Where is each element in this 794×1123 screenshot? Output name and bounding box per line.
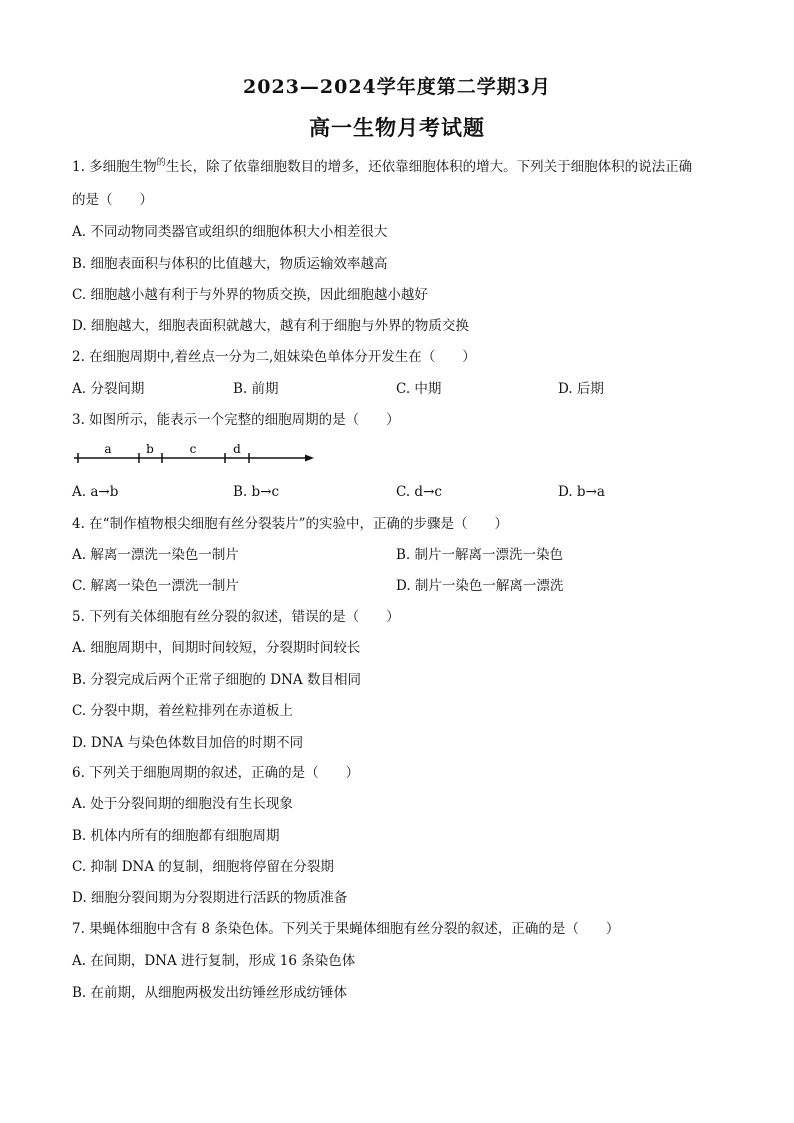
q6-option-d: D. 细胞分裂间期为分裂期进行活跃的物质准备 (72, 890, 348, 906)
exam-title-subject: 高一生物月考试题 (309, 115, 485, 140)
q4-option-c: C. 解离一染色一漂洗一制片 (72, 578, 239, 594)
q3-option-b: B. b→c (233, 484, 280, 500)
q4-option-d: D. 制片一染色一解离一漂洗 (396, 578, 564, 594)
q3-option-c: C. d→c (396, 484, 442, 500)
q1-stem-continued: 的是（ ） (72, 192, 153, 208)
q4-option-b: B. 制片一解离一漂洗一染色 (396, 547, 564, 563)
q6-option-c: C. 抑制 DNA 的复制，细胞将停留在分裂期 (72, 859, 334, 875)
q5-option-b: B. 分裂完成后两个正常子细胞的 DNA 数目相同 (72, 672, 361, 688)
timeline-segment-label: b (146, 442, 154, 456)
q5-option-c: C. 分裂中期，着丝粒排列在赤道板上 (72, 703, 293, 719)
q1-option-d: D. 细胞越大，细胞表面积就越大，越有利于细胞与外界的物质交换 (72, 318, 469, 334)
q6-option-b: B. 机体内所有的细胞都有细胞周期 (72, 828, 280, 844)
q2-option-a: A. 分裂间期 (72, 381, 145, 397)
q1-option-c: C. 细胞越小越有利于与外界的物质交换，因此细胞越小越好 (72, 287, 428, 303)
q2-option-d: D. 后期 (558, 381, 604, 397)
q1-option-a: A. 不同动物同类器官或组织的细胞体积大小相差很大 (72, 224, 388, 240)
timeline-segment-label: a (104, 442, 112, 456)
q3-stem: 3. 如图所示，能表示一个完整的细胞周期的是（ ） (72, 412, 400, 428)
q3-option-d: D. b→a (558, 484, 605, 500)
q7-stem: 7. 果蝇体细胞中含有 8 条染色体。下列关于果蝇体细胞有丝分裂的叙述，正确的是（ ） (72, 921, 620, 937)
q1-stem-start: 1. 多细胞生物 (72, 159, 157, 175)
timeline-segment-label: c (189, 442, 197, 456)
q1-stem-superscript: 的 (156, 158, 166, 168)
q4-stem: 4. 在“制作植物根尖细胞有丝分裂装片”的实验中，正确的步骤是（ ） (72, 516, 508, 532)
q4-option-a: A. 解离一漂洗一染色一制片 (72, 547, 239, 563)
q1-option-b: B. 细胞表面积与体积的比值越大，物质运输效率越高 (72, 256, 388, 272)
q5-option-d: D. DNA 与染色体数目加倍的时期不同 (72, 735, 304, 751)
timeline-arrowhead (305, 455, 314, 462)
q2-stem: 2. 在细胞周期中,着丝点一分为二,姐妹染色单体分开发生在（ ） (72, 349, 476, 365)
q5-stem: 5. 下列有关体细胞有丝分裂的叙述，错误的是（ ） (72, 609, 400, 625)
q5-option-a: A. 细胞周期中，间期时间较短，分裂期时间较长 (72, 640, 361, 656)
q1-stem-end: 生长，除了依靠细胞数目的增多，还依靠细胞体积的增大。下列关于细胞体积的说法正确 (165, 159, 693, 175)
q7-option-a: A. 在间期，DNA 进行复制，形成 16 条染色体 (72, 953, 356, 969)
q3-option-a: A. a→b (72, 484, 119, 500)
exam-title-term: 2023—2024学年度第二学期3月 (243, 76, 551, 98)
q6-option-a: A. 处于分裂间期的细胞没有生长现象 (72, 796, 293, 812)
q2-option-b: B. 前期 (233, 381, 279, 397)
q7-option-b: B. 在前期，从细胞两极发出纺锤丝形成纺锤体 (72, 985, 348, 1001)
cell-cycle-timeline-figure (72, 442, 322, 468)
timeline-segment-label: d (233, 442, 241, 456)
q2-option-c: C. 中期 (396, 381, 442, 397)
q1-stem (72, 158, 692, 178)
q6-stem: 6. 下列关于细胞周期的叙述，正确的是（ ） (72, 765, 360, 781)
